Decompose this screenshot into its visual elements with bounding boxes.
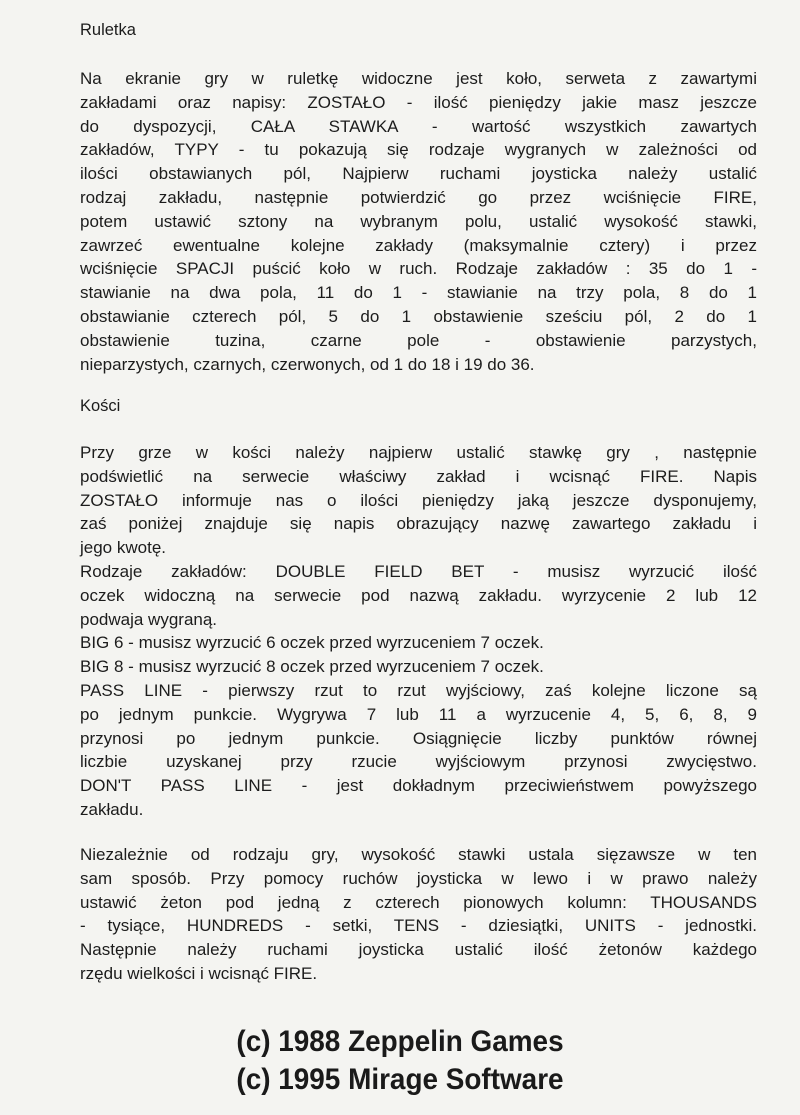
text-line: zakładu. [80, 799, 144, 819]
text-line: po jednym punkcie. Wygrywa 7 lub 11 a wyrzucenie 4, 5, 6, 8, 9 [80, 704, 757, 724]
copyright-credits [0, 1023, 800, 1099]
text-line: zakładów, TYPY - tu pokazują się rodzaje wygranych w zależności od [80, 140, 757, 160]
text-line: nieparzystych, czarnych, czerwonych, od 1 do 18 i 19 do 36. [80, 354, 535, 374]
paragraph-ruletka [80, 67, 757, 376]
text-line: rodzaj zakładu, następnie potwierdzić go przez wciśnięcie FIRE, [80, 187, 757, 207]
text-line: liczbie uzyskanej przy rzucie wyjściowym przynosi zwycięstwo. [80, 752, 757, 772]
text-line: do dyspozycji, CAŁA STAWKA - wartość wszystkich zawartych [80, 116, 757, 136]
text-line: Następnie należy ruchami joysticka ustalić ilość żetonów każdego [80, 940, 757, 960]
text-line: obstawianie czterech pól, 5 do 1 obstawienie sześciu pól, 2 do 1 [80, 306, 757, 326]
text-line: DON'T PASS LINE - jest dokładnym przeciwieństwem powyższego [80, 776, 757, 796]
text-line: podwaja wygraną. [80, 609, 218, 629]
text-line: wciśnięcie SPACJI puścić koło w ruch. Rodzaje zakładów : 35 do 1 - [80, 259, 757, 279]
text-line: zaś poniżej znajduje się napis obrazujący nazwę zawartego zakładu i [80, 514, 757, 534]
paragraph-stawka [80, 843, 757, 986]
section-title-kosci: Kości [80, 397, 121, 415]
text-line: potem ustawić sztony na wybranym polu, ustalić wysokość stawki, [80, 211, 757, 231]
text-line: BIG 8 - musisz wyrzucić 8 oczek przed wyrzuceniem 7 oczek. [80, 657, 544, 677]
text-line: zawrzeć ewentualne kolejne zakłady (maksymalnie cztery) i przez [80, 235, 757, 255]
text-line: obstawienie tuzina, czarne pole - obstawienie parzystych, [80, 330, 757, 350]
text-line: BIG 6 - musisz wyrzucić 6 oczek przed wyrzuceniem 7 oczek. [80, 633, 544, 653]
text-line: ilości obstawianych pól, Najpierw ruchami joysticka należy ustalić [80, 164, 757, 184]
text-line: ZOSTAŁO informuje nas o ilości pieniędzy jaką jeszcze dysponujemy, [80, 490, 757, 510]
text-line: rzędu wielkości i wcisnąć FIRE. [80, 963, 318, 983]
text-line: Na ekranie gry w ruletkę widoczne jest koło, serweta z zawartymi [80, 69, 757, 88]
text-line: stawianie na dwa pola, 11 do 1 - stawianie na trzy pola, 8 do 1 [80, 283, 757, 303]
credit-line-zeppelin: (c) 1988 Zeppelin Games [236, 1025, 564, 1058]
text-line: Rodzaje zakładów: DOUBLE FIELD BET - musisz wyrzucić ilość [80, 561, 757, 581]
credit-line-mirage: (c) 1995 Mirage Software [236, 1063, 564, 1096]
text-line: jego kwotę. [80, 538, 166, 558]
text-line: przynosi po jednym punkcie. Osiągnięcie liczby punktów równej [80, 728, 757, 748]
text-line: sam sposób. Przy pomocy ruchów joysticka w lewo i w prawo należy [80, 868, 757, 888]
text-line: PASS LINE - pierwszy rzut to rzut wyjściowy, zaś kolejne liczone są [80, 680, 757, 700]
section-title-ruletka: Ruletka [80, 21, 136, 39]
text-line: Niezależnie od rodzaju gry, wysokość stawki ustala sięzawsze w ten [80, 845, 757, 864]
text-line: ustawić żeton pod jedną z czterech pionowych kolumn: THOUSANDS [80, 892, 757, 912]
text-line: Przy grze w kości należy najpierw ustalić stawkę gry , następnie [80, 443, 757, 462]
text-line: - tysiące, HUNDREDS - setki, TENS - dziesiątki, UNITS - jednostki. [80, 916, 757, 936]
text-line: oczek widoczną na serwecie pod nazwą zakładu. wyrzycenie 2 lub 12 [80, 585, 757, 605]
text-line: zakładami oraz napisy: ZOSTAŁO - ilość pieniędzy jakie masz jeszcze [80, 92, 757, 112]
text-line: podświetlić na serwecie właściwy zakład i wcisnąć FIRE. Napis [80, 466, 757, 486]
paragraph-kosci [80, 441, 757, 822]
